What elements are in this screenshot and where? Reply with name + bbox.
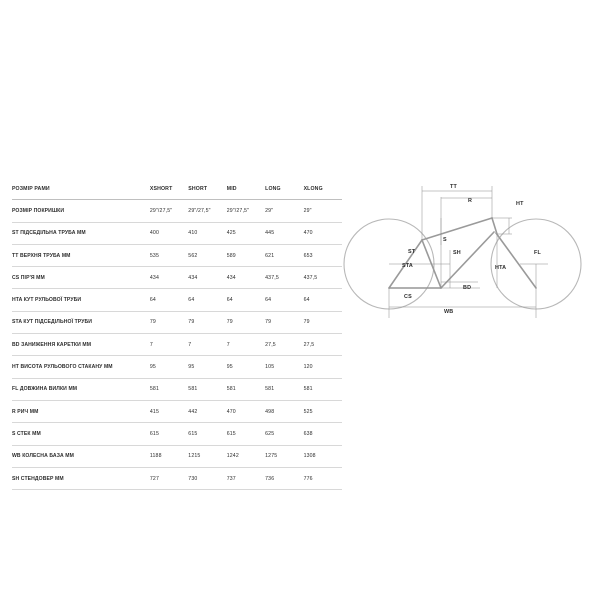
- cell-short: 7: [188, 334, 226, 356]
- label-bd: BD: [463, 285, 472, 291]
- table-row: [12, 244, 342, 266]
- cell-xlong: 470: [304, 222, 342, 244]
- row-label: TT ВЕРХНЯ ТРУБА ММ: [12, 244, 150, 266]
- table-row: [12, 334, 342, 356]
- cell-xshort: 434: [150, 267, 188, 289]
- cell-mid: 615: [227, 423, 265, 445]
- column-header-xshort: XSHORT: [150, 178, 188, 200]
- cell-xlong: 776: [304, 467, 342, 489]
- cell-xlong: 638: [304, 423, 342, 445]
- label-ht: HT: [516, 201, 524, 207]
- cell-short: 79: [188, 311, 226, 333]
- cell-mid: 64: [227, 289, 265, 311]
- cell-long: 79: [265, 311, 303, 333]
- row-label: HT ВИСОТА РУЛЬОВОГО СТАКАНУ ММ: [12, 356, 150, 378]
- cell-short: 29"/27,5": [188, 200, 226, 222]
- table-header: [12, 178, 342, 200]
- cell-long: 105: [265, 356, 303, 378]
- row-label: FL ДОВЖИНА ВИЛКИ ММ: [12, 378, 150, 400]
- cell-mid: 581: [227, 378, 265, 400]
- row-label: S СТЕК ММ: [12, 423, 150, 445]
- label-st: ST: [408, 249, 416, 255]
- row-label: SH СТЕНДОВЕР ММ: [12, 467, 150, 489]
- table-row: [12, 400, 342, 422]
- geometry-table: [12, 178, 342, 490]
- cell-xshort: 7: [150, 334, 188, 356]
- table-row: [12, 356, 342, 378]
- label-sh: SH: [453, 250, 461, 256]
- cell-mid: 29"/27,5": [227, 200, 265, 222]
- cell-mid: 7: [227, 334, 265, 356]
- cell-mid: 434: [227, 267, 265, 289]
- cell-short: 581: [188, 378, 226, 400]
- cell-xlong: 653: [304, 244, 342, 266]
- table-row: [12, 222, 342, 244]
- cell-short: 730: [188, 467, 226, 489]
- cell-xshort: 415: [150, 400, 188, 422]
- cell-xshort: 535: [150, 244, 188, 266]
- cell-xshort: 581: [150, 378, 188, 400]
- cell-xshort: 95: [150, 356, 188, 378]
- table-row: [12, 200, 342, 222]
- cell-xshort: 727: [150, 467, 188, 489]
- cell-long: 581: [265, 378, 303, 400]
- cell-short: 434: [188, 267, 226, 289]
- label-cs: CS: [404, 294, 412, 300]
- label-sta: STA: [402, 263, 413, 269]
- table-row: [12, 289, 342, 311]
- column-header-long: LONG: [265, 178, 303, 200]
- row-label: BD ЗАНИЖЕННЯ КАРЕТКИ ММ: [12, 334, 150, 356]
- cell-short: 64: [188, 289, 226, 311]
- column-header-mid: MID: [227, 178, 265, 200]
- label-s: S: [443, 237, 447, 243]
- cell-mid: 1242: [227, 445, 265, 467]
- row-label: РОЗМІР ПОКРИШКИ: [12, 200, 150, 222]
- cell-short: 410: [188, 222, 226, 244]
- cell-long: 445: [265, 222, 303, 244]
- cell-long: 625: [265, 423, 303, 445]
- cell-short: 615: [188, 423, 226, 445]
- label-hta: HTA: [495, 265, 507, 271]
- cell-short: 95: [188, 356, 226, 378]
- table-row: [12, 378, 342, 400]
- cell-xshort: 29"/27,5": [150, 200, 188, 222]
- cell-long: 437,5: [265, 267, 303, 289]
- table-row: [12, 467, 342, 489]
- cell-xlong: 64: [304, 289, 342, 311]
- column-header-xlong: XLONG: [304, 178, 342, 200]
- table-row: [12, 423, 342, 445]
- cell-long: 27,5: [265, 334, 303, 356]
- cell-long: 29": [265, 200, 303, 222]
- column-header-size: РОЗМІР РАМИ: [12, 178, 150, 200]
- cell-mid: 95: [227, 356, 265, 378]
- bike-geometry-diagram: [338, 176, 590, 326]
- table-row: [12, 267, 342, 289]
- cell-xlong: 29": [304, 200, 342, 222]
- cell-short: 442: [188, 400, 226, 422]
- column-header-short: SHORT: [188, 178, 226, 200]
- cell-mid: 470: [227, 400, 265, 422]
- cell-long: 736: [265, 467, 303, 489]
- label-fl: FL: [534, 250, 541, 256]
- cell-long: 498: [265, 400, 303, 422]
- cell-xshort: 400: [150, 222, 188, 244]
- cell-xshort: 79: [150, 311, 188, 333]
- row-label: HTA КУТ РУЛЬОВОЇ ТРУБИ: [12, 289, 150, 311]
- cell-mid: 589: [227, 244, 265, 266]
- label-wb: WB: [444, 309, 454, 315]
- label-r: R: [468, 198, 473, 204]
- row-label: CS ПІР'Я ММ: [12, 267, 150, 289]
- cell-xlong: 1308: [304, 445, 342, 467]
- label-tt: TT: [450, 184, 457, 190]
- cell-short: 1215: [188, 445, 226, 467]
- row-label: STA КУТ ПІДСЕДІЛЬНОЇ ТРУБИ: [12, 311, 150, 333]
- cell-xlong: 437,5: [304, 267, 342, 289]
- cell-xshort: 615: [150, 423, 188, 445]
- cell-long: 1275: [265, 445, 303, 467]
- cell-xshort: 64: [150, 289, 188, 311]
- table-row: [12, 445, 342, 467]
- cell-xlong: 120: [304, 356, 342, 378]
- cell-xshort: 1188: [150, 445, 188, 467]
- table-row: [12, 311, 342, 333]
- cell-mid: 79: [227, 311, 265, 333]
- cell-xlong: 581: [304, 378, 342, 400]
- table-header-row: [12, 178, 342, 200]
- row-label: R РИЧ ММ: [12, 400, 150, 422]
- row-label: WB КОЛЕСНА БАЗА ММ: [12, 445, 150, 467]
- cell-mid: 425: [227, 222, 265, 244]
- cell-xlong: 79: [304, 311, 342, 333]
- cell-xlong: 27,5: [304, 334, 342, 356]
- cell-long: 64: [265, 289, 303, 311]
- cell-long: 621: [265, 244, 303, 266]
- row-label: ST ПІДСЕДІЛЬНА ТРУБА ММ: [12, 222, 150, 244]
- cell-short: 562: [188, 244, 226, 266]
- table-body: [12, 200, 342, 490]
- cell-mid: 737: [227, 467, 265, 489]
- cell-xlong: 525: [304, 400, 342, 422]
